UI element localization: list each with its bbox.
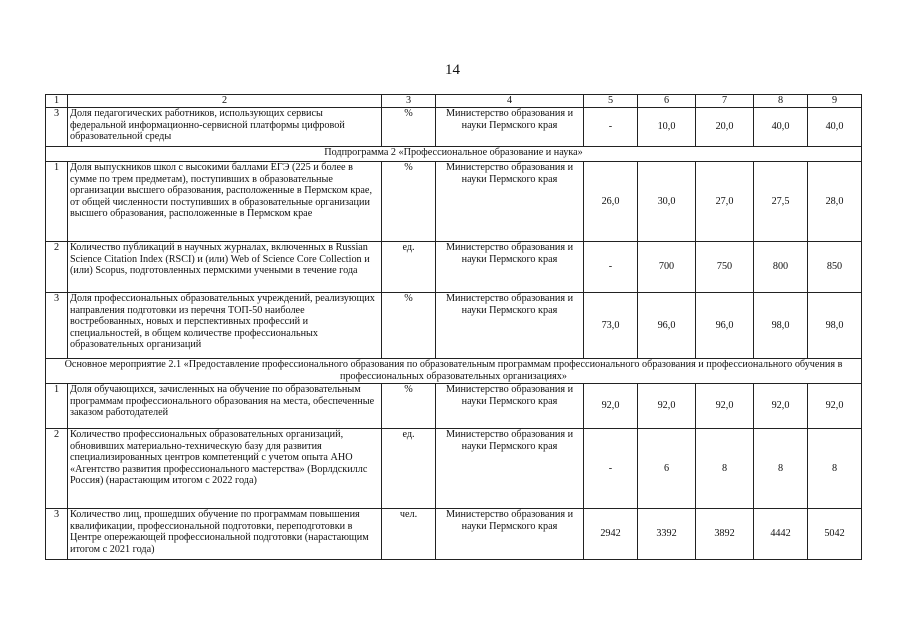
value-cell: 73,0 [584,293,638,359]
header-cell: 1 [46,95,68,108]
value-cell: 96,0 [638,293,696,359]
row-number: 3 [46,293,68,359]
table-row [46,429,862,509]
indicator-name: Количество публикаций в научных журналах, включенных в Russian Science Citation Index (RSCI) и (или) Web of Science Core Collection и (или) Scopus, подготовленных пермскими учеными в течение года [68,242,382,293]
table-row [46,242,862,293]
indicators-table [45,94,862,560]
value-cell: 5042 [808,509,862,560]
value-cell: 92,0 [584,384,638,429]
header-cell: 3 [382,95,436,108]
table-row [46,384,862,429]
value-cell: 40,0 [808,108,862,147]
row-number: 3 [46,509,68,560]
value-cell: 850 [808,242,862,293]
value-cell: 28,0 [808,162,862,242]
value-cell: 98,0 [808,293,862,359]
value-cell: 4442 [754,509,808,560]
value-cell: 92,0 [638,384,696,429]
header-cell: 7 [696,95,754,108]
table-row [46,509,862,560]
section-title: Основное мероприятие 2.1 «Предоставление профессионального образования по образовательным программам профессионального образования и профессионального обучения в профессиональных образовательных организациях» [46,359,862,384]
value-cell: 30,0 [638,162,696,242]
value-cell: 96,0 [696,293,754,359]
unit-cell: % [382,162,436,242]
page-number: 14 [445,62,460,78]
executor-cell: Министерство образования и науки Пермского края [436,509,584,560]
section-row [46,359,862,384]
value-cell: 3892 [696,509,754,560]
value-cell: 98,0 [754,293,808,359]
unit-cell: % [382,293,436,359]
indicator-name: Количество лиц, прошедших обучение по программам повышения квалификации, профессиональной подготовки, переподготовки в Центре опережающей профессиональной подготовки (нарастающим итогом с 2021 года) [68,509,382,560]
unit-cell: чел. [382,509,436,560]
row-number: 2 [46,429,68,509]
value-cell: 3392 [638,509,696,560]
value-cell: 6 [638,429,696,509]
indicator-name: Количество профессиональных образовательных организаций, обновивших материально-техническую базу для развития специализированных центров компетенций с учетом опыта АНО «Агентство развития профессионального мастерства» (Ворлдскиллс Россия) (нарастающим итогом с 2022 года) [68,429,382,509]
value-cell: 27,0 [696,162,754,242]
header-cell: 9 [808,95,862,108]
executor-cell: Министерство образования и науки Пермского края [436,242,584,293]
value-cell: 8 [808,429,862,509]
value-cell: - [584,108,638,147]
table-row [46,293,862,359]
header-cell: 2 [68,95,382,108]
unit-cell: % [382,384,436,429]
value-cell: 8 [754,429,808,509]
row-number: 1 [46,384,68,429]
row-number: 3 [46,108,68,147]
row-number: 2 [46,242,68,293]
value-cell: 750 [696,242,754,293]
table-row [46,162,862,242]
executor-cell: Министерство образования и науки Пермского края [436,384,584,429]
value-cell: 20,0 [696,108,754,147]
value-cell: 92,0 [696,384,754,429]
value-cell: 27,5 [754,162,808,242]
executor-cell: Министерство образования и науки Пермского края [436,293,584,359]
value-cell: 700 [638,242,696,293]
section-row [46,147,862,162]
header-cell: 4 [436,95,584,108]
header-cell: 6 [638,95,696,108]
section-title: Подпрограмма 2 «Профессиональное образование и наука» [46,147,862,162]
table-row [46,108,862,147]
executor-cell: Министерство образования и науки Пермского края [436,162,584,242]
unit-cell: ед. [382,429,436,509]
header-cell: 8 [754,95,808,108]
value-cell: 8 [696,429,754,509]
value-cell: - [584,429,638,509]
indicator-name: Доля профессиональных образовательных учреждений, реализующих направления подготовки из перечня ТОП-50 наиболее востребованных, новых и перспективных профессий и специальностей, в общем количестве профессиональных образовательных организаций [68,293,382,359]
value-cell: 40,0 [754,108,808,147]
value-cell: 92,0 [808,384,862,429]
header-cell: 5 [584,95,638,108]
header-row [46,95,862,108]
unit-cell: ед. [382,242,436,293]
value-cell: 10,0 [638,108,696,147]
indicator-name: Доля выпускников школ с высокими баллами ЕГЭ (225 и более в сумме по трем предметам), поступивших в образовательные организации высшего образования, расположенные в Пермском крае, от общей численности поступивших в образовательные организации высшего образования, расположенные в Пермском крае [68,162,382,242]
value-cell: 26,0 [584,162,638,242]
row-number: 1 [46,162,68,242]
value-cell: 2942 [584,509,638,560]
value-cell: - [584,242,638,293]
unit-cell: % [382,108,436,147]
executor-cell: Министерство образования и науки Пермского края [436,429,584,509]
indicator-name: Доля обучающихся, зачисленных на обучение по образовательным программам профессионального образования на места, обеспеченные заказом работодателей [68,384,382,429]
value-cell: 92,0 [754,384,808,429]
value-cell: 800 [754,242,808,293]
executor-cell: Министерство образования и науки Пермского края [436,108,584,147]
indicator-name: Доля педагогических работников, использующих сервисы федеральной информационно-сервисной платформы цифровой образовательной среды [68,108,382,147]
